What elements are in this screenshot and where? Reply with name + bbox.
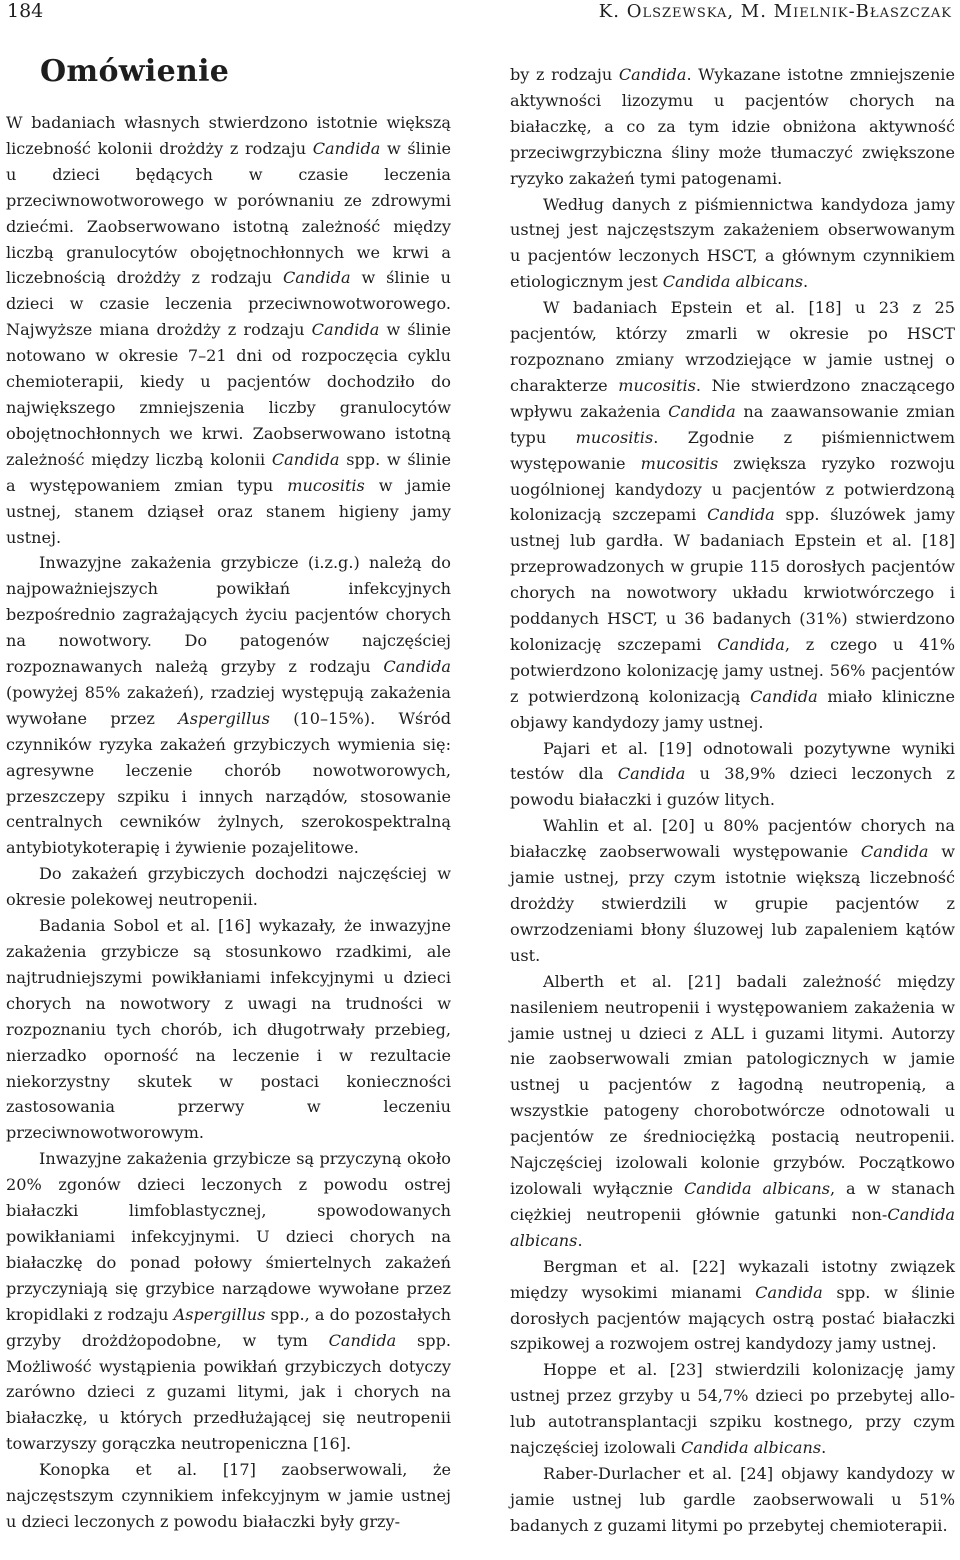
paragraph: Bergman et al. [22] wykazali istotny związek między wysokimi mianami Candida spp. w ślinie dorosłych pacjentów mających ostrą postać białaczki szpikowej a rozwojem ostrej kandydozy jamy ustnej. [510, 1256, 955, 1354]
paragraph: Badania Sobol et al. [16] wykazały, że inwazyjne zakażenia grzybicze są stosunkowo rzadkimi, ale najtrudniejszymi powikłaniami infekcyjnymi u dzieci chorych na nowotwory z uwagi na trudności w rozpoznaniu tych chorób, ich długotrwały przebieg, nierzadko oporność na leczenie i w rezultacie niekorzystny skutek w postaci konieczności zastosowania przerwy w leczeniu przeciwnowotworowym. [6, 916, 451, 1143]
page-header [0, 0, 960, 30]
paragraph: Wahlin et al. [20] u 80% pacjentów chorych na białaczkę zaobserwowali występowanie Candida w jamie ustnej, przy czym istotnie większą liczebność drożdży stwierdzili w grupie pacjentów z owrzodzeniami błony śluzowej lub zapaleniem kątów ust. [510, 816, 955, 965]
paragraph: Alberth et al. [21] badali zależność między nasileniem neutropenii i występowaniem zakażenia w jamie ustnej u dzieci z ALL i guzami litymi. Autorzy nie zaobserwowali zmian patologicznych w jamie ustnej u pacjentów z łagodną neutropenią, a wszystkie patogeny chorobotwórcze odnotowali u pacjentów ze średniociężką postacią neutropenii. Najczęściej izolowali kolonie grzybów. Początkowo izolowali wyłącznie Candida albicans, a w stanach ciężkiej neutropenii głównie gatunki non-Candida albicans. [510, 971, 955, 1250]
section-title: Omówienie [40, 54, 230, 89]
paragraph: W badaniach Epstein et al. [18] u 23 z 25 pacjentów, którzy zmarli w okresie po HSCT rozpoznano zmiany wrzodziejące w jamie ustnej o charakterze mucositis. Nie stwierdzono znaczącego wpływu zakażenia Candida na zaawansowanie zmian typu mucositis. Zgodnie z piśmiennictwem występowanie mucositis zwiększa ryzyko rozwoju uogólnionej kandydozy u pacjentów z potwierdzoną kolonizacją szczepami Candida spp. śluzówek jamy ustnej lub gardła. W badaniach Epstein et al. [18] przeprowadzonych w grupie 115 dorosłych pacjentów chorych na nowotwory układu krwiotwórczego i poddanych HSCT, u 36 badanych (31%) stwierdzono kolonizację szczepami Candida, z czego u 41% potwierdzono kolonizację jamy ustnej. 56% pacjentów z potwierdzoną kolonizacją Candida miało kliniczne objawy kandydozy jamy ustnej. [510, 298, 956, 732]
paragraph: Inwazyjne zakażenia grzybicze (i.z.g.) należą do najpoważniejszych powikłań infekcyjnych bezpośrednio zagrażających życiu pacjentów chorych na nowotwory. Do patogenów najczęściej rozpoznawanych należą grzyby z rodzaju Candida (powyżej 85% zakażeń), rzadziej występują zakażenia wywołane przez Aspergillus (10–15%). Wśród czynników ryzyka zakażeń grzybiczych wymienia się: agresywne leczenie chorób nowotworowych, przeszczepy szpiku i innych narządów, stosowanie centralnych cewników żylnych, szerokospektralną antybiotykoterapię i żywienie pozajelitowe. [6, 553, 451, 858]
paragraph: Według danych z piśmiennictwa kandydoza jamy ustnej jest najczęstszym zakażeniem obserwowanym u pacjentów leczonych HSCT, a głównym czynnikiem etiologicznym jest Candida albicans. [510, 194, 955, 292]
paragraph: Inwazyjne zakażenia grzybicze są przyczyną około 20% zgonów dzieci leczonych z powodu ostrej białaczki limfoblastycznej, spowodowanych powikłaniami infekcyjnymi. U dzieci chorych na białaczkę do ponad połowy śmiertelnych zakażeń przyczyniają się grzybice narządowe wywołane przez kropidlaki z rodzaju Aspergillus spp., a do pozostałych grzyby drożdżopodobne, w tym Candida spp. Możliwość wystąpienia powikłań grzybiczych dotyczy zarówno dzieci z guzami litymi, jak i chorych na białaczkę, u których przedłużającej się neutropenii towarzyszy gorączka neutropeniczna [16]. [6, 1149, 451, 1454]
left-column [6, 44, 451, 1535]
paragraph: Konopka et al. [17] zaobserwowali, że najczęstszym czynnikiem infekcyjnym w jamie ustnej u dzieci leczonych z powodu białaczki były grzy- [6, 1460, 451, 1531]
running-head: K. Olszewska, M. Mielnik-Błaszczak [598, 1, 952, 22]
page-number: 184 [7, 0, 44, 22]
paragraph: Raber-Durlacher et al. [24] objawy kandydozy w jamie ustnej lub gardle zaobserwowali u 51% badanych z guzami litymi po przebytej chemioterapii. [510, 1463, 955, 1535]
paragraph: W badaniach własnych stwierdzono istotnie większą liczebność kolonii drożdży z rodzaju Candida w ślinie u dzieci będących w czasie leczenia przeciwnowotworowego w porównaniu ze zdrowymi dziećmi. Zaobserwowano istotną zależność między liczbą granulocytów obojętnochłonnych we krwi a liczebnością drożdży z rodzaju Candida w ślinie u dzieci w czasie leczenia przeciwnowotworowego. Najwyższe miana drożdży z rodzaju Candida w ślinie notowano w okresie 7–21 dni od rozpoczęcia cyklu chemioterapii, kiedy u pacjentów dochodziło do największego zmniejszenia liczby granulocytów obojętnochłonnych we krwi. Zaobserwowano istotną zależność między liczbą kolonii Candida spp. w ślinie a występowaniem zmian typu mucositis w jamie ustnej, stanem dziąseł oraz stanem higieny jamy ustnej. [6, 113, 452, 547]
paragraph: Hoppe et al. [23] stwierdzili kolonizację jamy ustnej przez grzyby u 54,7% dzieci po przebytej allo- lub autotransplantacji szpiku kostnego, przy czym najczęściej izolowali Candida albicans. [510, 1360, 955, 1458]
paragraph: by z rodzaju Candida. Wykazane istotne zmniejszenie aktywności lizozymu u pacjentów chorych na białaczkę, a co za tym idzie obniżona aktywność przeciwgrzybiczna śliny może tłumaczyć zwiększone ryzyko zakażeń tymi patogenami. [510, 65, 955, 188]
right-column [510, 62, 955, 1539]
paragraph: Pajari et al. [19] odnotowali pozytywne wyniki testów dla Candida u 38,9% dzieci leczonych z powodu białaczki i guzów litych. [510, 738, 955, 810]
paragraph: Do zakażeń grzybiczych dochodzi najczęściej w okresie polekowej neutropenii. [6, 864, 451, 910]
